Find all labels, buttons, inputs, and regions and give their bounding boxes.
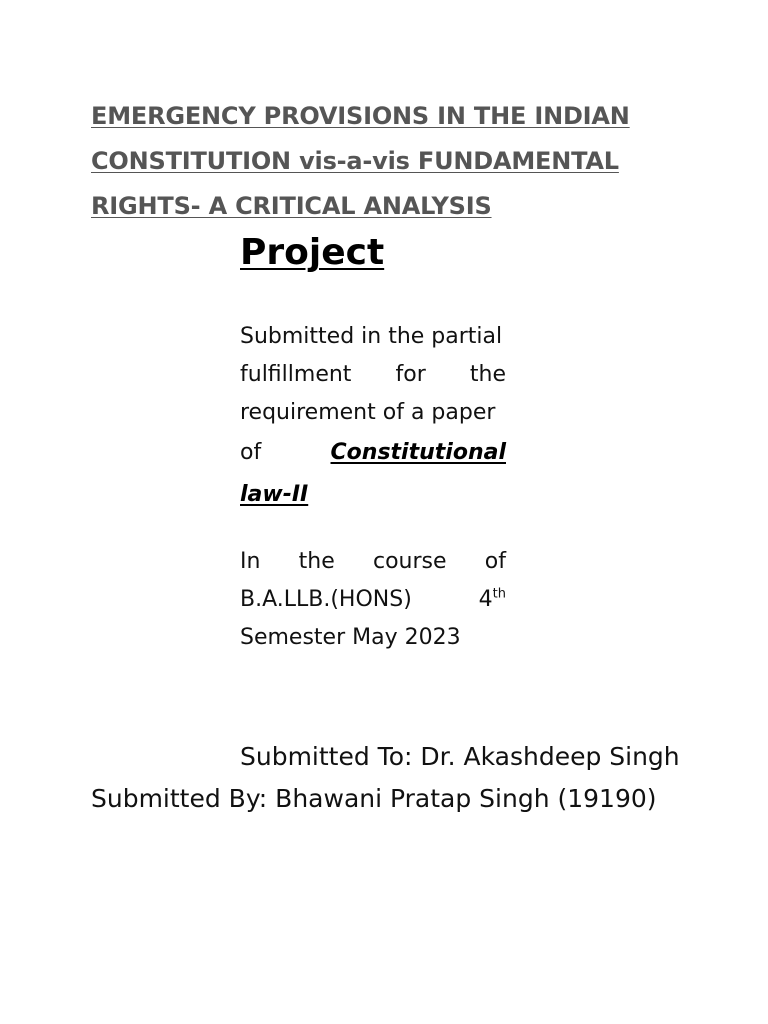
semester-suffix: th <box>492 586 506 602</box>
course-word: of <box>484 549 506 574</box>
submission-line-3 <box>240 394 506 432</box>
course-statement <box>240 543 506 657</box>
subject-name-part-1: Constitutional <box>330 440 506 465</box>
submission-word: for <box>395 362 426 387</box>
submission-text-1: Submitted in the partial <box>240 324 503 349</box>
document-title <box>91 94 691 229</box>
title-line-1: EMERGENCY PROVISIONS IN THE INDIAN <box>91 102 630 130</box>
course-line-3 <box>240 619 506 657</box>
semester-ordinal <box>479 581 506 619</box>
submitted-by: Submitted By: Bhawani Pratap Singh (19190) <box>91 784 657 813</box>
submission-statement <box>240 318 506 516</box>
submission-text-3: requirement of a paper <box>240 400 496 425</box>
submission-line-2 <box>240 356 506 394</box>
title-line-2: CONSTITUTION vis-a-vis FUNDAMENTAL <box>91 147 619 175</box>
submission-line-4 <box>240 432 506 474</box>
submission-line-1 <box>240 318 506 356</box>
title-line-3: RIGHTS- A CRITICAL ANALYSIS <box>91 192 492 220</box>
submitted-to: Submitted To: Dr. Akashdeep Singh <box>240 742 680 771</box>
subject-name-part-2: law-II <box>240 482 309 507</box>
course-word: the <box>298 549 335 574</box>
degree-name: B.A.LLB.(HONS) <box>240 587 412 612</box>
submission-word: fulfillment <box>240 362 352 387</box>
course-word: course <box>372 549 447 574</box>
course-line-1 <box>240 543 506 581</box>
semester-text: Semester May 2023 <box>240 625 461 650</box>
course-line-2 <box>240 581 506 619</box>
project-heading: Project <box>240 232 385 273</box>
submission-word: the <box>469 362 506 387</box>
semester-number: 4 <box>478 587 493 612</box>
submission-line-5 <box>240 474 506 516</box>
course-word: In <box>240 549 261 574</box>
submission-word: of <box>240 440 262 465</box>
